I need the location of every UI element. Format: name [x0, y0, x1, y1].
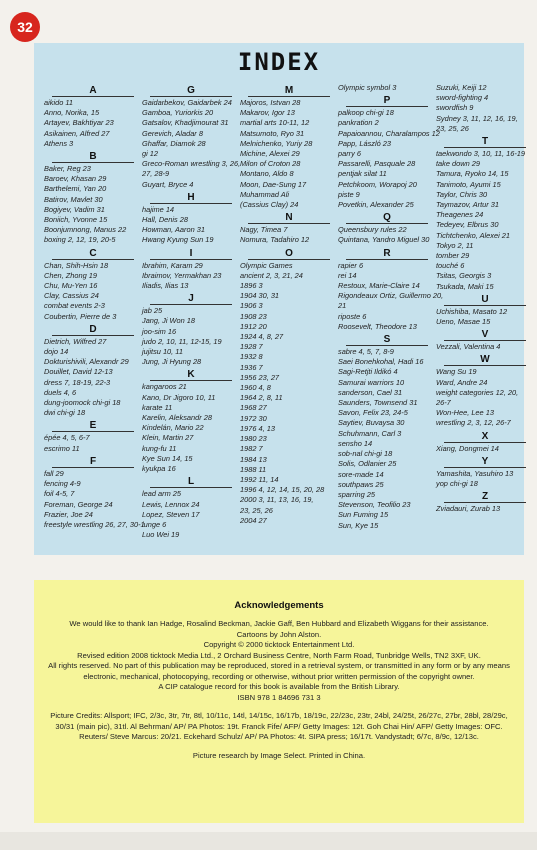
index-letter-heading: M	[248, 85, 330, 97]
index-panel	[34, 43, 524, 555]
index-letter-group	[240, 248, 338, 526]
index-entry: 1984 13	[240, 454, 267, 464]
index-entry: Athens 3	[44, 138, 74, 148]
index-entry: 26-7	[436, 398, 451, 408]
index-entry: Povetkin, Alexander 25	[338, 200, 414, 210]
index-entry: take down 29	[436, 159, 480, 169]
index-entry: Passarelli, Pasquale 28	[338, 159, 416, 169]
index-entry: Barthelemi, Yan 20	[44, 184, 107, 194]
index-letter-group	[142, 293, 240, 367]
index-entry: joo-sim 16	[142, 326, 177, 336]
index-entry: Vezzali, Valentina 4	[436, 342, 501, 352]
index-entry: Ibraimov, Yermakhan 23	[142, 270, 222, 280]
index-entry: dwi chi-gi 18	[44, 408, 86, 418]
index-letter-group	[436, 456, 534, 489]
index-entry: gi 12	[142, 149, 159, 159]
index-letter-heading: B	[52, 151, 134, 163]
index-entry: sanderson, Cael 31	[338, 387, 403, 397]
index-entry: Quintana, Yandro Miguel 30	[338, 235, 430, 245]
index-letter-group	[142, 476, 240, 540]
index-entry: Chu, Mu-Yen 16	[44, 281, 98, 291]
index-letter-heading: H	[150, 192, 232, 204]
index-entry: foil 4-5, 7	[44, 489, 75, 499]
index-entry: 1906 3	[240, 301, 263, 311]
index-entry: Karelin, Aleksandr 28	[142, 413, 212, 423]
index-entry: 1912 20	[240, 321, 267, 331]
index-letter-group	[436, 83, 534, 134]
index-letter-group	[44, 151, 142, 246]
index-entry: Xiang, Dongmei 14	[436, 443, 499, 453]
index-letter-heading: F	[52, 456, 134, 468]
index-entry: Greco-Roman wrestling 3, 26,	[142, 159, 241, 169]
index-entry: Frazier, Joe 24	[44, 509, 93, 519]
index-entry: 1996 4, 12, 14, 15, 20, 28	[240, 485, 325, 495]
index-entry: parry 6	[338, 149, 362, 159]
index-entry: 1982 7	[240, 444, 263, 454]
index-entry: Guyart, Bryce 4	[142, 179, 194, 189]
index-letter-heading: Z	[444, 491, 526, 503]
index-entry: Milon of Croton 28	[240, 159, 301, 169]
index-entry: Savon, Felix 23, 24-5	[338, 408, 408, 418]
index-entry: Saytiev, Buvaysa 30	[338, 418, 405, 428]
index-entry: weight categories 12, 20,	[436, 387, 519, 397]
index-entry: 1924 4, 8, 27	[240, 332, 284, 342]
index-entry: Tsukada, Maki 15	[436, 281, 494, 291]
index-entry: sore-made 14	[338, 469, 384, 479]
index-title: INDEX	[237, 48, 321, 76]
index-entry: Lopez, Steven 17	[142, 509, 200, 519]
index-letter-group	[142, 192, 240, 246]
index-entry: Artayev, Bakhtiyar 23	[44, 118, 114, 128]
index-entry: Yamashita, Yasuhiro 13	[436, 468, 514, 478]
index-entry: Taylor, Chris 30	[436, 189, 488, 199]
index-entry: Saei Bonehkohal, Hadi 16	[338, 357, 424, 367]
index-letter-group	[44, 85, 142, 149]
index-entry: Papp, László 23	[338, 138, 392, 148]
index-letter-group	[338, 334, 436, 531]
index-entry: 1956 23, 27	[240, 372, 280, 382]
index-entry: 1992 11, 14	[240, 474, 279, 484]
index-entry: Anno, Norika, 15	[44, 108, 100, 118]
index-letter-group	[338, 95, 440, 210]
index-letter-heading: T	[444, 136, 526, 148]
index-entry: pentjak silat 11	[338, 169, 387, 179]
index-entry: Solis, Odlanier 25	[338, 459, 397, 469]
index-entry: 1904 30, 31	[240, 291, 280, 301]
index-entry: Wang Su 19	[436, 367, 477, 377]
index-letter-group	[44, 248, 142, 322]
index-letter-heading: A	[52, 85, 134, 97]
index-entry: jab 25	[142, 306, 163, 316]
index-letter-heading: Y	[444, 456, 526, 468]
page-footer-strip	[0, 832, 537, 850]
index-entry: Dokturishivili, Alexandr 29	[44, 357, 129, 367]
index-entry: Tamura, Ryoko 14, 15	[436, 169, 509, 179]
index-entry: Batirov, Mavlet 30	[44, 194, 103, 204]
index-letter-heading: P	[346, 95, 428, 107]
acknowledgements-title: Acknowledgements	[234, 600, 324, 611]
index-entry: Gaidarbekov, Gaidarbek 24	[142, 98, 232, 107]
index-entry: fall 29	[44, 468, 64, 478]
index-entry: Petchkoom, Worapoj 20	[338, 179, 417, 189]
index-column	[436, 83, 534, 515]
index-entry: combat events 2-3	[44, 301, 105, 311]
index-entry: Moon, Dae-Sung 17	[240, 179, 307, 189]
index-entry: 21	[338, 301, 347, 311]
index-entry: jujitsu 10, 11	[142, 347, 183, 357]
index-entry: Theagenes 24	[436, 210, 484, 220]
index-entry: 2004 27	[240, 515, 267, 525]
index-entry: kung-fu 11	[142, 443, 177, 453]
index-entry: 1976 4, 13	[240, 423, 275, 433]
index-letter-heading: D	[52, 324, 134, 336]
index-entry: Rigondeaux Ortiz, Guillermo 20,	[338, 291, 444, 301]
index-entry: Lewis, Lennox 24	[142, 499, 200, 509]
index-entry: rapier 6	[338, 260, 364, 270]
index-entry: Chen, Zhong 19	[44, 270, 98, 280]
index-entry: 23, 25, 26	[240, 505, 273, 515]
index-column	[44, 83, 145, 530]
index-entry: sword-fighting 4	[436, 93, 489, 103]
index-letter-group	[436, 294, 534, 327]
index-entry: 1964 2, 8, 11	[240, 393, 283, 403]
index-entry: martial arts 10-11, 12	[240, 118, 310, 128]
index-entry: sensho 14	[338, 438, 373, 448]
index-entry: Majoros, Istvan 28	[240, 98, 301, 107]
index-entry: Tichtchenko, Alexei 21	[436, 230, 511, 240]
index-entry: yop chi-gi 18	[436, 479, 478, 489]
index-entry: 1936 7	[240, 362, 263, 372]
index-letter-heading: L	[150, 476, 232, 488]
index-entry: Olympic symbol 3	[338, 83, 397, 92]
index-entry: 27, 28-9	[142, 169, 170, 179]
index-letter-heading: G	[150, 85, 232, 97]
index-entry: 1932 8	[240, 352, 263, 362]
index-entry: Howman, Aaron 31	[142, 225, 205, 235]
index-entry: Michine, Alexei 29	[240, 149, 300, 159]
thanks-text: We would like to thank Ian Hadge, Rosalind Beckman, Jackie Gaff, Ben Hubbard and Elizabeth Wiggans for their assistance.	[69, 619, 489, 628]
index-entry: taekwondo 3, 10, 11, 16-19	[436, 149, 526, 159]
index-entry: hajime 14	[142, 204, 175, 214]
index-entry: Ward, Andre 24	[436, 377, 488, 387]
cartoons-credit: Cartoons by John Alston.	[236, 629, 322, 639]
picture-research-text: Picture research by Image Select. Printed in China.	[192, 750, 366, 760]
index-entry: 1980 23	[240, 434, 267, 444]
index-entry: Schuhmann, Carl 3	[338, 428, 402, 438]
index-letter-group	[44, 455, 145, 530]
picture-credits: Picture Credits: Allsport; IFC, 2/3c, 3tr, 7tr, 8tl, 10/11c, 14tl, 14/15c, 16/17b, 18/19c, 22/23c, 23tr, 24bl, 24/25t, 26/27c, 27br, 28bl, 28/29c, 30/31 (main pic), 31tl. Al Behrman/ AP/ PA Photos: 19t. Franck Fife/ AFP/ Getty Images: 12t. Goh Chai Hin/ AFP/ Getty Images: OFC. Reuters/ Steve Marcus: 20/21. Eckehard Schulz/ AP/ PA Photos: 4t. SIPA press; 16/17t. Vandystadt; 6/7c, 8/9c, 12/13c.	[50, 711, 508, 741]
index-letter-group	[436, 136, 534, 292]
index-entry: dress 7, 18-19, 22-3	[44, 377, 111, 387]
index-entry: Olympic Games	[240, 260, 293, 270]
index-entry: freestyle wrestling 26, 27, 30-1	[44, 519, 145, 529]
index-entry: Uchishiba, Masato 12	[436, 306, 508, 316]
index-entry: ancient 2, 3, 21, 24	[240, 270, 303, 280]
rights-text: All rights reserved. No part of this publication may be reproduced, stored in a retrieval system, or transmitted in any form or by any means electronic, mechanical, photocopying, recording or otherwise, without prior written permission of the copyright owner.	[48, 661, 510, 681]
revised-edition-text: Revised edition 2008 ticktock Media Ltd., 2 Orchard Business Centre, North Farm Road, Tunbridge Wells, TN2 3XF, UK.	[77, 650, 481, 660]
index-entry: touché 6	[436, 261, 465, 271]
index-letter-group	[436, 354, 534, 428]
page-number-badge: 32	[10, 12, 40, 42]
index-letter-group	[436, 431, 534, 454]
index-entry: lead arm 25	[142, 489, 182, 499]
index-entry: Bogiyev, Vadim 31	[44, 204, 105, 214]
index-entry: kangaroos 21	[142, 382, 187, 392]
index-entry: Iliadis, Ilias 13	[142, 281, 189, 291]
index-entry: Kano, Dr Jigoro 10, 11	[142, 392, 216, 402]
index-entry: Dietrich, Wilfred 27	[44, 336, 107, 346]
index-entry: Zviadauri, Zurab 13	[436, 504, 501, 514]
index-letter-group	[142, 248, 240, 292]
copyright-text: Copyright © 2000 ticktock Entertainment Ltd.	[203, 640, 355, 649]
index-letter-heading: X	[444, 431, 526, 443]
index-entry: Matsumoto, Ryo 31	[240, 128, 305, 138]
index-entry: sob-nal chi-gi 18	[338, 449, 393, 459]
index-entry: riposte 6	[338, 311, 367, 321]
index-entry: Sun Fuming 15	[338, 510, 389, 520]
index-entry: Tedeyev, Elbrus 30	[436, 220, 499, 230]
cip-text: A CIP catalogue record for this book is available from the British Library.	[158, 682, 400, 691]
acknowledgements-panel	[34, 580, 524, 823]
index-entry: piste 9	[338, 189, 360, 199]
index-entry: 1896 3	[240, 281, 263, 291]
index-entry: Baker, Reg 23	[44, 164, 91, 174]
index-letter-heading: Q	[346, 212, 428, 224]
index-entry: pankration 2	[338, 118, 379, 128]
index-letter-group	[44, 420, 142, 453]
index-entry: Gerevich, Aladar 8	[142, 128, 203, 138]
index-letter-heading: I	[150, 248, 232, 260]
index-letter-heading: R	[346, 248, 428, 260]
index-letter-heading: E	[52, 420, 134, 432]
index-entry: Gatsalov, Khadjimourat 31	[142, 118, 229, 128]
index-letter-heading: K	[150, 369, 232, 381]
index-entry: 1908 23	[240, 311, 267, 321]
index-entry: Luo Wei 19	[142, 530, 180, 540]
index-entry: sabre 4, 5, 7, 8-9	[338, 347, 394, 357]
index-entry: wrestling 2, 3, 12, 26-7	[436, 418, 511, 428]
index-entry: Melnichenko, Yuriy 28	[240, 138, 313, 148]
index-entry: Kindelán, Mario 22	[142, 423, 204, 433]
index-entry: Nomura, Tadahiro 12	[240, 235, 310, 245]
index-entry: swordfish 9	[436, 103, 474, 113]
index-entry: judo 2, 10, 11, 12-15, 19	[142, 336, 222, 346]
index-entry: lunge 6	[142, 519, 167, 529]
index-letter-heading: W	[444, 354, 526, 366]
index-entry: rei 14	[338, 270, 357, 280]
isbn-text: ISBN 978 1 84696 731 3	[237, 692, 321, 702]
index-entry: tomber 29	[436, 251, 470, 261]
index-entry: southpaws 25	[338, 479, 384, 489]
index-entry: Douillet, David 12-13	[44, 367, 113, 377]
index-letter-heading: O	[248, 248, 330, 260]
index-entry: Sagi-Retjti Ildikó 4	[338, 367, 398, 377]
index-entry: Queensbury rules 22	[338, 225, 407, 235]
index-entry: karate 11	[142, 402, 173, 412]
index-entry: dojo 14	[44, 347, 69, 357]
index-entry: Restoux, Marie-Claire 14	[338, 281, 420, 291]
index-entry: 1972 30	[240, 413, 267, 423]
index-column	[142, 83, 240, 540]
index-entry: palkoop chi-gi 18	[338, 108, 394, 118]
index-entry: Jang, Ji Won 18	[142, 316, 195, 326]
index-entry: 1988 11	[240, 464, 267, 474]
index-entry: (Cassius Clay) 24	[240, 200, 299, 210]
index-letter-group	[338, 212, 436, 245]
index-entry: aikido 11	[44, 98, 74, 107]
index-entry: Saunders, Townsend 31	[338, 398, 418, 408]
index-entry: 23, 25, 26	[436, 123, 469, 133]
index-entry: escrimo 11	[44, 443, 80, 453]
index-entry: Hwang Kyung Sun 19	[142, 235, 214, 245]
index-entry: Sun, Kye 15	[338, 520, 379, 530]
index-entry: Jung, Ji Hyung 28	[142, 357, 202, 367]
index-entry: Ghaffar, Diamok 28	[142, 138, 206, 148]
index-entry: Montano, Aldo 8	[240, 169, 294, 179]
index-entry: 2000 3, 11, 13, 16, 19,	[240, 495, 314, 505]
index-entry: Boonjumnong, Manus 22	[44, 225, 127, 235]
index-entry: 1928 7	[240, 342, 263, 352]
index-entry: Roosevelt, Theodore 13	[338, 321, 417, 331]
index-entry: Won-Hee, Lee 13	[436, 408, 494, 418]
index-entry: Stevenson, Teofilio 23	[338, 500, 411, 510]
index-entry: Samurai warriors 10	[338, 377, 405, 387]
index-entry: Gamboa, Yuriorkis 20	[142, 108, 214, 118]
index-entry: duels 4, 6	[44, 387, 77, 397]
index-entry: Coubertin, Pierre de 3	[44, 311, 117, 321]
index-letter-group	[240, 85, 338, 210]
index-letter-heading: V	[444, 329, 526, 341]
index-entry: Chan, Shih-Hsin 18	[44, 260, 109, 270]
index-entry: Tokyo 2, 11	[436, 240, 474, 250]
index-letter-heading: C	[52, 248, 134, 260]
index-entry: Tanimoto, Ayumi 15	[436, 179, 501, 189]
index-entry: Muhammad Ali	[240, 189, 290, 199]
index-entry: Boniich, Yvonne 15	[44, 215, 108, 225]
index-entry: Foreman, George 24	[44, 499, 113, 509]
index-entry: fencing 4-9	[44, 479, 81, 489]
index-entry: Tsitas, Georgis 3	[436, 271, 492, 281]
index-entry: épée 4, 5, 6-7	[44, 433, 90, 443]
index-letter-group	[240, 212, 338, 245]
index-entry: Nagy, Timea 7	[240, 225, 288, 235]
index-letter-group	[338, 83, 436, 93]
index-entry: 1960 4, 8	[240, 383, 271, 393]
index-entry: Makarov, Igor 13	[240, 108, 295, 118]
index-letter-group	[142, 85, 240, 190]
index-letter-heading: U	[444, 294, 526, 306]
index-entry: Asikainen, Alfred 27	[44, 128, 110, 138]
index-entry: sparring 25	[338, 489, 375, 499]
index-letter-heading: S	[346, 334, 428, 346]
index-letter-group	[338, 247, 444, 332]
index-entry: Clay, Cassius 24	[44, 291, 99, 301]
index-column	[240, 83, 338, 526]
index-entry: Sydney 3, 11, 12, 16, 19,	[436, 113, 518, 123]
index-letter-heading: N	[248, 212, 330, 224]
index-entry: 1968 27	[240, 403, 267, 413]
index-letter-group	[436, 329, 534, 352]
index-letter-group	[436, 491, 534, 514]
index-entry: boxing 2, 12, 19, 20-5	[44, 235, 116, 245]
index-entry: Baroev, Khasan 29	[44, 174, 107, 184]
index-entry: dung-joomock chi-gi 18	[44, 398, 121, 408]
index-entry: Ibrahim, Karam 29	[142, 260, 203, 270]
index-entry: Suzuki, Keiji 12	[436, 83, 487, 92]
index-entry: Taymazov, Artur 31	[436, 200, 499, 210]
index-entry: Hall, Denis 28	[142, 215, 189, 225]
index-letter-heading: J	[150, 293, 232, 305]
index-entry: kyukpa 16	[142, 464, 176, 474]
index-entry: Klein, Martin 27	[142, 433, 194, 443]
index-entry: Papaioannou, Charalampos 12	[338, 128, 440, 138]
index-letter-group	[142, 369, 240, 474]
index-entry: Kye Sun 14, 15	[142, 453, 193, 463]
index-letter-group	[44, 324, 142, 419]
index-entry: Ueno, Masae 15	[436, 317, 491, 327]
